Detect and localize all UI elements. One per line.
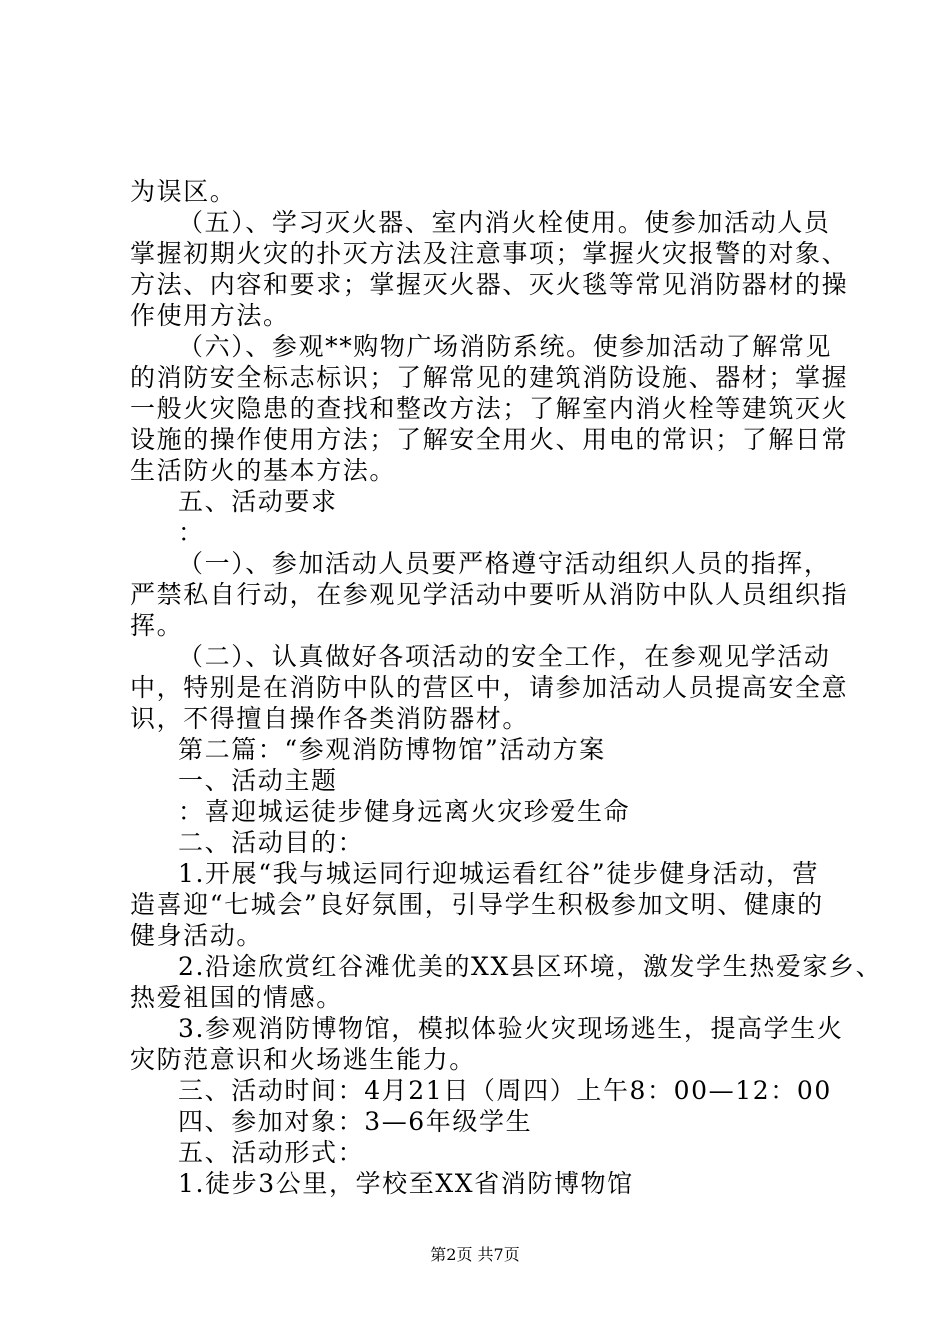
chapter-heading: 第二篇：“参观消防博物馆”活动方案	[178, 735, 606, 764]
text-line: 挥。	[130, 611, 184, 640]
text-line: 中，特别是在消防中队的营区中，请参加活动人员提高安全意	[130, 673, 849, 702]
section-heading: 四、参加对象：3—6年级学生	[178, 1107, 533, 1136]
section-heading: 一、活动主题	[178, 766, 338, 795]
text-line: 1.徒步3公里，学校至XX省消防博物馆	[178, 1169, 634, 1198]
text-line: （二）、认真做好各项活动的安全工作，在参观见学活动	[178, 642, 831, 671]
text-line: 3.参观消防博物馆，模拟体验火灾现场逃生，提高学生火	[178, 1014, 844, 1043]
section-heading: 三、活动时间：4月21日（周四）上午8：00—12：00	[178, 1076, 832, 1105]
text-line: （一）、参加活动人员要严格遵守活动组织人员的指挥，	[178, 549, 831, 578]
text-line: 灾防范意识和火场逃生能力。	[130, 1045, 476, 1074]
text-line: 1.开展“我与城运同行迎城运看红谷”徒步健身活动，营	[178, 859, 820, 888]
text-line: ：喜迎城运徒步健身远离火灾珍爱生命	[178, 797, 631, 826]
text-line: 掌握初期火灾的扑灭方法及注意事项；掌握火灾报警的对象、	[130, 239, 849, 268]
text-line: （六）、参观**购物广场消防系统。使参加活动了解常见	[178, 332, 833, 361]
text-line: 的消防安全标志标识；了解常见的建筑消防设施、器材；掌握	[130, 363, 849, 392]
text-line: 一般火灾隐患的查找和整改方法；了解室内消火栓等建筑灭火	[130, 394, 849, 423]
text-line: 作使用方法。	[130, 301, 290, 330]
text-line: 为误区。	[130, 177, 237, 206]
text-line: 设施的操作使用方法；了解安全用火、用电的常识；了解日常	[130, 425, 849, 454]
section-heading: 二、活动目的：	[178, 828, 365, 857]
text-line: 2.沿途欣赏红谷滩优美的XX县区环境，激发学生热爱家乡、	[178, 952, 883, 981]
text-line: 生活防火的基本方法。	[130, 456, 397, 485]
text-line: 健身活动。	[130, 921, 264, 950]
text-line: 严禁私自行动，在参观见学活动中要听从消防中队人员组织指	[130, 580, 849, 609]
text-line: 造喜迎“七城会”良好氛围，引导学生积极参加文明、健康的	[130, 890, 824, 919]
text-line: 热爱祖国的情感。	[130, 983, 343, 1012]
text-line: 识，不得擅自操作各类消防器材。	[130, 704, 530, 733]
text-line: 方法、内容和要求；掌握灭火器、灭火毯等常见消防器材的操	[130, 270, 849, 299]
text-line: ：	[178, 518, 205, 547]
text-line: （五）、学习灭火器、室内消火栓使用。使参加活动人员	[178, 208, 831, 237]
page-number-footer: 第2页 共7页	[430, 1245, 520, 1264]
section-heading: 五、活动形式：	[178, 1138, 365, 1167]
section-heading: 五、活动要求	[178, 487, 338, 516]
